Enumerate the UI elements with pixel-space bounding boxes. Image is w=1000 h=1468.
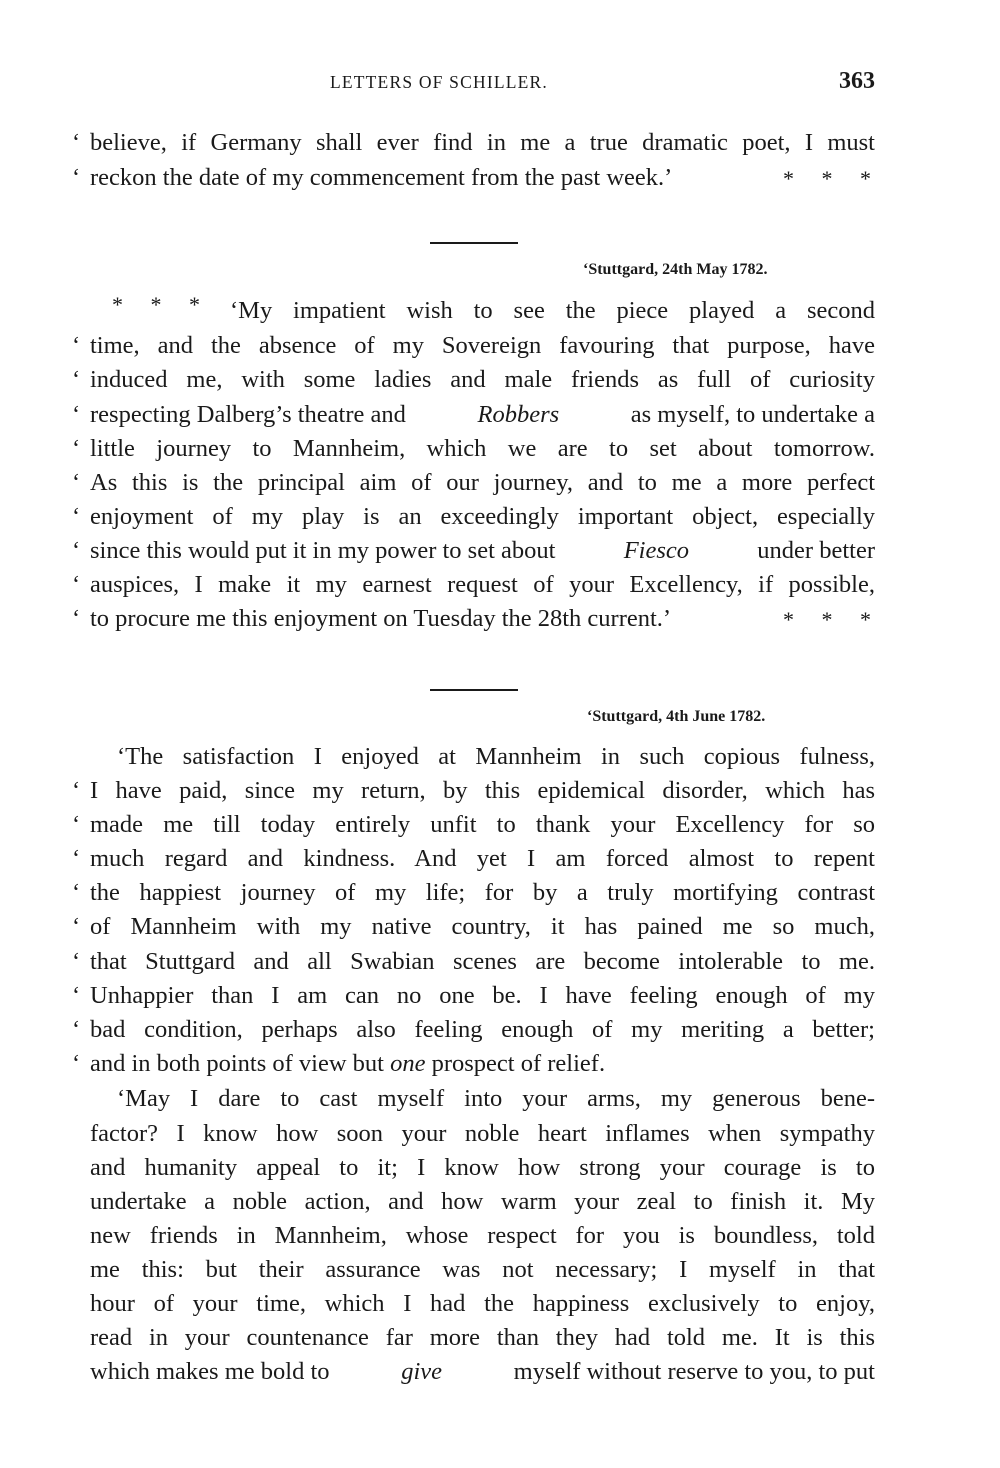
quote-mark: ‘ xyxy=(72,913,81,940)
text-fragment: and in both points of view but xyxy=(90,1050,384,1077)
quote-mark: ‘ xyxy=(72,401,81,428)
text-fragment: which makes me bold to xyxy=(90,1358,330,1385)
text-line: I have paid, since my return, by this epidemical disorder, which has xyxy=(90,777,875,804)
text-line xyxy=(90,537,875,565)
text-line: new friends in Mannheim, whose respect for you is boundless, told xyxy=(90,1222,875,1249)
text-line: factor? I know how soon your noble heart inflames when sympathy xyxy=(90,1120,875,1147)
quote-mark: ‘ xyxy=(72,948,81,975)
text-fragment: under better xyxy=(757,537,875,564)
running-title: LETTERS OF SCHILLER. xyxy=(330,72,548,92)
quote-mark: ‘ xyxy=(72,537,81,564)
text-line: read in your countenance far more than they had told me. It is this xyxy=(90,1324,875,1351)
ellipsis-stars: * * * xyxy=(112,292,200,317)
text-line: little journey to Mannheim, which we are to set about tomorrow. xyxy=(90,435,875,462)
text-line: the happiest journey of my life; for by a truly mortifying contrast xyxy=(90,879,875,906)
text-line: and humanity appeal to it; I know how strong your courage is to xyxy=(90,1154,875,1181)
text-line: hour of your time, which I had the happiness exclusively to enjoy, xyxy=(90,1290,875,1317)
text-line xyxy=(90,1358,875,1386)
quote-mark: ‘ xyxy=(72,879,81,906)
section-rule xyxy=(430,689,518,691)
text-line: ‘My impatient wish to see the piece played a second xyxy=(230,297,875,324)
text-line: that Stuttgard and all Swabian scenes are become intolerable to me. xyxy=(90,948,875,975)
page-number: 363 xyxy=(839,68,875,94)
quote-mark: ‘ xyxy=(72,811,81,838)
text-line: of Mannheim with my native country, it has pained me so much, xyxy=(90,913,875,940)
italic-title: Robbers xyxy=(477,401,560,428)
ellipsis-stars: * * * xyxy=(783,607,871,632)
dateline: ‘Stuttgard, 4th June 1782. xyxy=(587,708,766,725)
text-line: me this: but their assurance was not necessary; I myself in that xyxy=(90,1256,875,1283)
quote-mark: ‘ xyxy=(72,605,81,632)
text-line: to procure me this enjoyment on Tuesday the 28th current.’ xyxy=(90,605,672,632)
quote-mark: ‘ xyxy=(72,332,81,359)
text-fragment: as myself, to undertake a xyxy=(630,401,875,428)
text-line: As this is the principal aim of our journey, and to me a more perfect xyxy=(90,469,875,496)
running-head xyxy=(90,70,875,102)
text-line xyxy=(90,1050,605,1078)
quote-mark: ‘ xyxy=(72,366,81,393)
ellipsis-stars: * * * xyxy=(783,166,871,191)
quote-mark: ‘ xyxy=(72,503,81,530)
text-line: believe, if Germany shall ever find in me a true dramatic poet, I must xyxy=(90,129,875,156)
text-line: enjoyment of my play is an exceedingly important object, especially xyxy=(90,503,875,530)
quote-mark: ‘ xyxy=(72,164,81,191)
dateline: ‘Stuttgard, 24th May 1782. xyxy=(583,261,768,278)
text-line: undertake a noble action, and how warm your zeal to finish it. My xyxy=(90,1188,875,1215)
italic-word: one xyxy=(390,1050,426,1077)
text-line: bad condition, perhaps also feeling enough of my meriting a better; xyxy=(90,1016,875,1043)
quote-mark: ‘ xyxy=(72,777,81,804)
text-line: ‘The satisfaction I enjoyed at Mannheim in such copious fulness, xyxy=(117,743,875,770)
italic-title: Fiesco xyxy=(623,537,690,564)
text-fragment: since this would put it in my power to set about xyxy=(90,537,556,564)
quote-mark: ‘ xyxy=(72,1050,81,1077)
quote-mark: ‘ xyxy=(72,435,81,462)
text-fragment: prospect of relief. xyxy=(431,1050,606,1077)
text-line: induced me, with some ladies and male friends as full of curiosity xyxy=(90,366,875,393)
quote-mark: ‘ xyxy=(72,982,81,1009)
text-fragment: respecting Dalberg’s theatre and xyxy=(90,401,406,428)
quote-mark: ‘ xyxy=(72,571,81,598)
text-line: auspices, I make it my earnest request of your Excellency, if possible, xyxy=(90,571,875,598)
quote-mark: ‘ xyxy=(72,129,81,156)
section-rule xyxy=(430,242,518,244)
text-line: Unhappier than I am can no one be. I have feeling enough of my xyxy=(90,982,875,1009)
quote-mark: ‘ xyxy=(72,845,81,872)
italic-word: give xyxy=(401,1358,442,1385)
text-line xyxy=(90,401,875,429)
text-line: ‘May I dare to cast myself into your arms, my generous bene- xyxy=(117,1085,875,1112)
text-fragment: myself without reserve to you, to put xyxy=(513,1358,875,1385)
text-line: much regard and kindness. And yet I am forced almost to repent xyxy=(90,845,875,872)
text-line: time, and the absence of my Sovereign favouring that purpose, have xyxy=(90,332,875,359)
quote-mark: ‘ xyxy=(72,469,81,496)
text-line: reckon the date of my commencement from the past week.’ xyxy=(90,164,673,191)
text-line: made me till today entirely unfit to thank your Excellency for so xyxy=(90,811,875,838)
quote-mark: ‘ xyxy=(72,1016,81,1043)
